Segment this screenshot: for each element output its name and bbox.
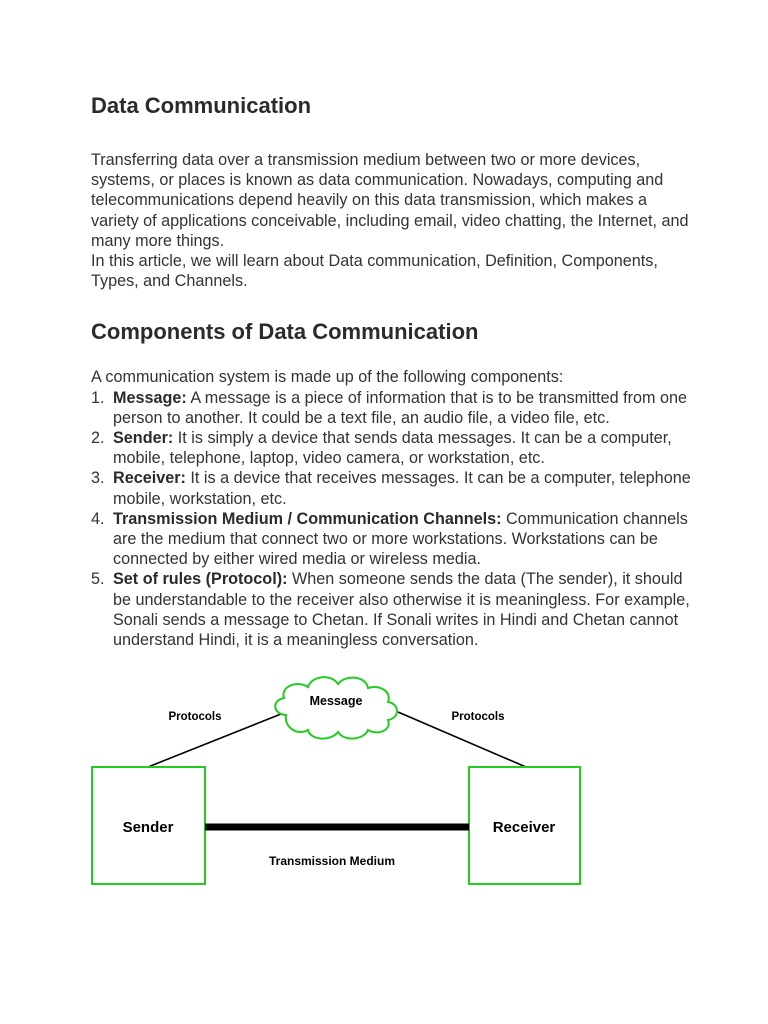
data-communication-diagram	[86, 670, 586, 890]
sender-label: Sender	[122, 819, 174, 836]
transmission-medium-label: Transmission Medium	[268, 854, 396, 868]
intro-paragraph: Transferring data over a transmission medium between two or more devices, systems, or places is known as data communication. Nowadays, computing and telecommunications depend heavily on this data transmission, which makes a variety of applications conceivable, including email, video chatting, the Internet, and many more things.	[91, 151, 689, 250]
list-number: 3.	[91, 469, 105, 488]
list-item-sender	[91, 428, 691, 468]
list-item-protocol	[91, 569, 691, 650]
list-item-receiver	[91, 468, 691, 508]
list-term: Transmission Medium / Communication Channels:	[113, 509, 502, 528]
protocols-left-label: Protocols	[168, 711, 222, 723]
list-term: Set of rules (Protocol):	[113, 570, 288, 589]
list-term: Receiver:	[113, 469, 186, 488]
message-label: Message	[309, 694, 363, 708]
list-number: 4.	[91, 509, 105, 528]
list-text: Communication channels are the medium that connect two or more workstations. Workstations can be connected by either wired media or wireless media.	[113, 509, 688, 569]
protocols-right-label: Protocols	[451, 711, 505, 723]
list-text: When someone sends the data (The sender), it should be understandable to the receiver also otherwise it is meaningless. For example, Sonali sends a message to Chetan. If Sonali writes in Hindi and Chetan cannot understand Hindi, it is a meaningless conversation.	[113, 570, 690, 650]
list-term: Message:	[113, 388, 187, 407]
list-text: It is simply a device that sends data messages. It can be a computer, mobile, telephone, laptop, video camera, or workstation, etc.	[113, 429, 672, 468]
receiver-label: Receiver	[492, 819, 556, 836]
section-lead: A communication system is made up of the following components:	[91, 368, 564, 387]
list-term: Sender:	[113, 429, 174, 448]
list-number: 1.	[91, 388, 105, 407]
section-title: Components of Data Communication	[91, 319, 479, 345]
components-list	[91, 388, 691, 651]
list-text: A message is a piece of information that is to be transmitted from one person to another. It could be a text file, an audio file, a video file, etc.	[113, 388, 688, 427]
list-text: It is a device that receives messages. It can be a computer, telephone mobile, workstation, etc.	[113, 469, 691, 508]
intro-paragraph-summary: In this article, we will learn about Data communication, Definition, Components, Types, and Channels.	[91, 252, 658, 291]
page-title: Data Communication	[91, 93, 312, 118]
list-item-message	[91, 388, 691, 428]
list-number: 5.	[91, 570, 105, 589]
list-number: 2.	[91, 429, 105, 448]
list-item-transmission-medium	[91, 509, 691, 570]
message-cloud	[275, 677, 397, 738]
article	[91, 92, 691, 650]
